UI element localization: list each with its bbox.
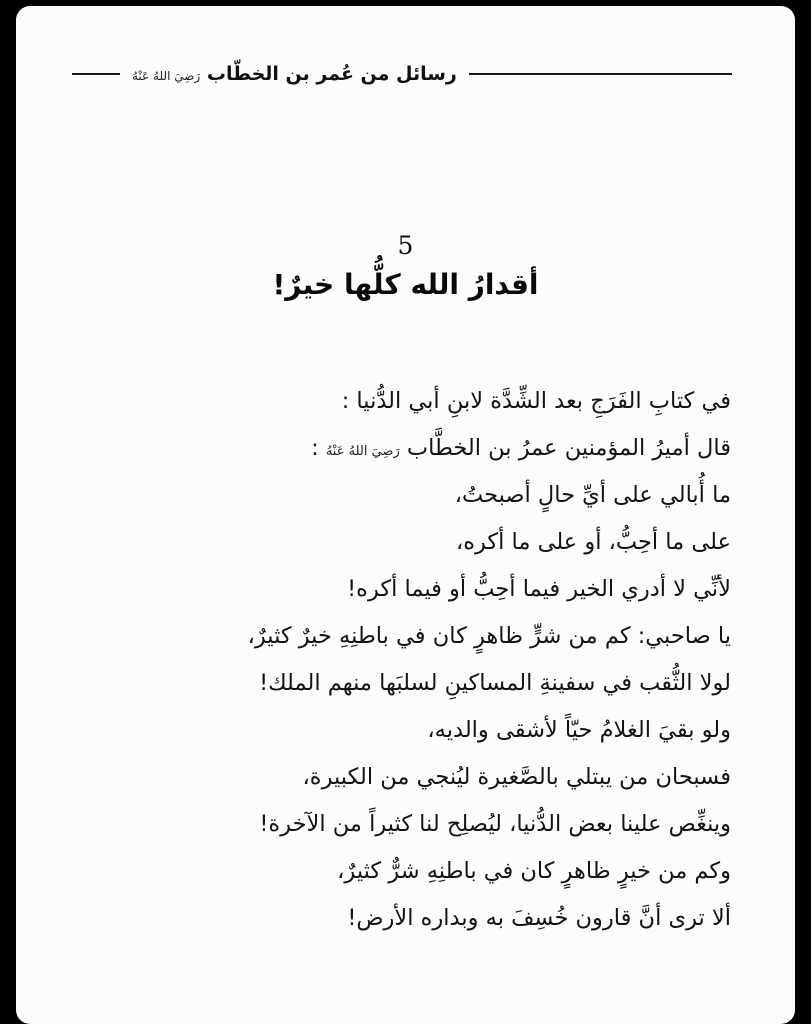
- honorific: رَضِيَ اللهُ عَنْهُ: [325, 444, 400, 459]
- text-line: لأنِّي لا أدري الخير فيما أحِبُّ أو فيما أكره!: [347, 576, 731, 602]
- chapter-number: 5: [397, 231, 414, 260]
- text-line: لولا الثُّقب في سفينةِ المساكينِ لسلبَها منهم الملك!: [259, 670, 731, 696]
- text-line: في كتابِ الفَرَجِ بعد الشِّدَّة لابنِ أبي الدُّنيا :: [341, 388, 731, 414]
- chapter-title: أقدارُ الله كلُّها خيرٌ!: [272, 268, 539, 301]
- text-line: على ما أحِبُّ، أو على ما أكره،: [455, 529, 731, 555]
- text-line: فسبحان من يبتلي بالصَّغيرة ليُنجي من الكبيرة،: [302, 764, 731, 790]
- text-line-colon: :: [311, 435, 326, 461]
- text-line: ولو بقيَ الغلامُ حيّاً لأشقى والديه،: [427, 717, 731, 743]
- book-page: [16, 6, 795, 1024]
- running-header: [72, 58, 732, 92]
- text-line-main: قال أميرُ المؤمنين عمرُ بن الخطَّاب: [406, 435, 731, 461]
- text-line: يا صاحبي: كم من شرٍّ ظاهرٍ كان في باطنِهِ خيرٌ كثيرٌ،: [247, 623, 731, 649]
- header-title-text: رسائل من عُمر بن الخطّاب: [206, 63, 457, 85]
- body-text: [71, 378, 731, 942]
- text-line: ألا ترى أنَّ قارون خُسِفَ به وبداره الأرض!: [347, 905, 731, 931]
- header-title: [120, 58, 469, 92]
- header-honorific: رَضِيَ اللهُ عَنْهُ: [132, 69, 201, 83]
- text-line: وكم من خيرٍ ظاهرٍ كان في باطنِهِ شرٌّ كثيرٌ،: [337, 858, 731, 884]
- text-line: ما أُبالي على أيِّ حالٍ أصبحتُ،: [454, 482, 731, 508]
- text-line: [71, 425, 731, 472]
- text-line: وينغِّص علينا بعض الدُّنيا، ليُصلِح لنا كثيراً من الآخرة!: [259, 811, 731, 837]
